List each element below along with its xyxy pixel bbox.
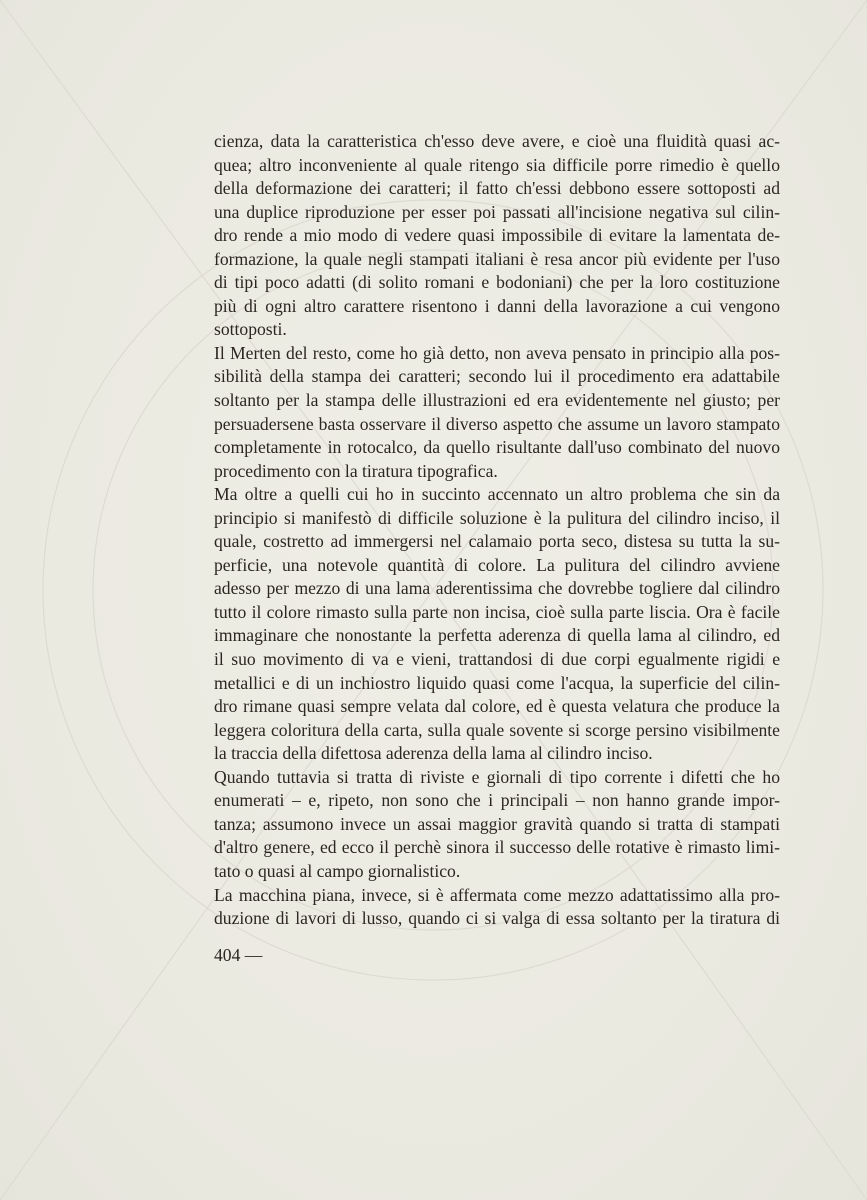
text-line: procedimento con la tiratura tipografica. — [214, 460, 498, 481]
text-line: sibilità della stampa dei caratteri; secondo lui il procedimento era adattabile — [214, 366, 780, 387]
text-line: della deformazione dei caratteri; il fatto ch'essi debbono essere sottoposti ad — [214, 178, 780, 199]
text-line: la traccia della difettosa aderenza della lama al cilindro inciso. — [214, 743, 653, 764]
text-line: persuadersene basta osservare il diverso aspetto che assume un lavoro stampato — [214, 413, 780, 434]
text-line: più di ogni altro carattere risentono i danni della lavorazione a cui vengono — [214, 295, 780, 316]
text-line: dro rimane quasi sempre velata dal colore, ed è questa velatura che produce la — [214, 696, 780, 717]
text-line: tato o quasi al campo giornalistico. — [214, 860, 461, 881]
text-line: cienza, data la caratteristica ch'esso deve avere, e cioè una fluidità quasi ac- — [214, 131, 780, 151]
text-line: immaginare che nonostante la perfetta aderenza di quella lama al cilindro, ed — [214, 625, 780, 646]
text-line: La macchina piana, invece, si è affermata come mezzo adattatissimo alla pro- — [214, 884, 780, 905]
paragraph — [214, 342, 780, 483]
text-line: dro rende a mio modo di vedere quasi impossibile di evitare la lamentata de- — [214, 225, 780, 246]
text-line: perficie, una notevole quantità di colore. La pulitura del cilindro avviene — [214, 554, 780, 575]
paragraph — [214, 483, 780, 766]
text-line: di tipi poco adatti (di solito romani e bodoniani) che per la loro costituzione — [214, 272, 780, 293]
text-line: soltanto per la stampa delle illustrazioni ed era evidentemente nel giusto; per — [214, 390, 780, 411]
text-line: tutto il colore rimasto sulla parte non incisa, cioè sulla parte liscia. Ora è facile — [214, 601, 780, 622]
paragraph — [214, 130, 780, 342]
text-line: Il Merten del resto, come ho già detto, non aveva pensato in principio alla pos- — [214, 342, 780, 363]
paragraph — [214, 884, 780, 931]
body-text — [214, 130, 780, 931]
text-line: leggera coloritura della carta, sulla quale sovente si scorge persino visibilmente — [214, 719, 780, 740]
page-number: 404 — — [214, 945, 263, 965]
text-line: formazione, la quale negli stampati italiani è resa ancor più evidente per l'uso — [214, 248, 780, 269]
text-line: principio si manifestò di difficile soluzione è la pulitura del cilindro inciso, il — [214, 507, 780, 528]
text-line: Quando tuttavia si tratta di riviste e giornali di tipo corrente i difetti che ho — [214, 766, 780, 787]
paragraph — [214, 766, 780, 884]
text-line: Ma oltre a quelli cui ho in succinto accennato un altro problema che sin da — [214, 484, 780, 505]
text-line: sottoposti. — [214, 319, 287, 340]
text-line: quale, costretto ad immergersi nel calamaio porta seco, distesa su tutta la su- — [214, 531, 780, 552]
text-line: tanza; assumono invece un assai maggior gravità quando si tratta di stampati — [214, 813, 780, 834]
text-line: il suo movimento di va e vieni, trattandosi di due corpi egualmente rigidi e — [214, 649, 780, 670]
text-line: duzione di lavori di lusso, quando ci si valga di essa soltanto per la tiratura di — [214, 908, 780, 929]
text-line: metallici e di un inchiostro liquido quasi come l'acqua, la superficie del cilin- — [214, 672, 780, 693]
text-line: enumerati – e, ripeto, non sono che i principali – non hanno grande impor- — [214, 790, 780, 811]
text-line: completamente in rotocalco, da quello risultante dall'uso combinato del nuovo — [214, 437, 780, 458]
text-line: una duplice riproduzione per esser poi passati all'incisione negativa sul cilin- — [214, 201, 780, 222]
text-line: quea; altro inconveniente al quale ritengo sia difficile porre rimedio è quello — [214, 154, 780, 175]
text-line: adesso per mezzo di una lama aderentissima che dovrebbe togliere dal cilindro — [214, 578, 780, 599]
text-line: d'altro genere, ed ecco il perchè sinora il successo delle rotative è rimasto limi- — [214, 837, 780, 858]
